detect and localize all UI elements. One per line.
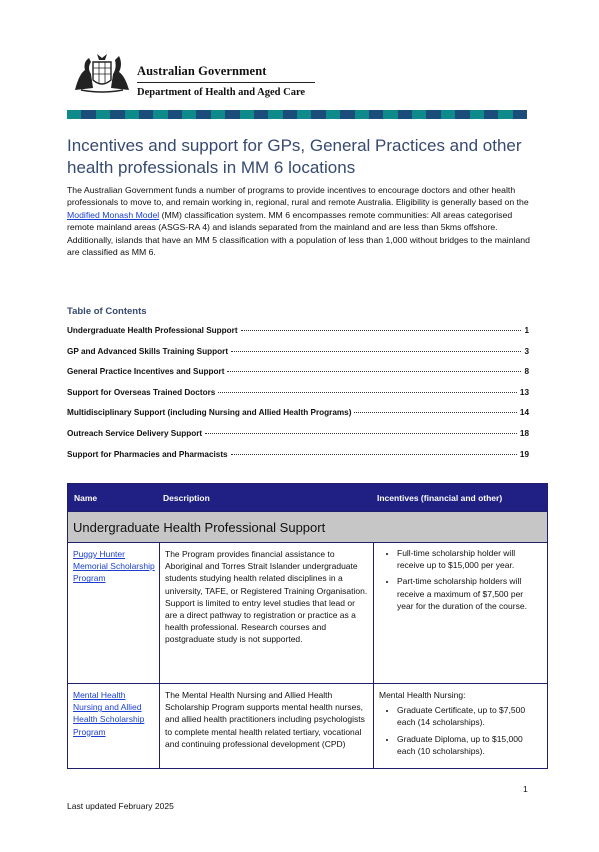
stripe-segment: [426, 110, 440, 119]
stripe-segment: [383, 110, 397, 119]
modified-monash-model-link[interactable]: Modified Monash Model: [67, 209, 160, 220]
toc-leader: [241, 330, 522, 331]
program-name-cell: [68, 543, 160, 683]
toc-leader: [354, 412, 516, 413]
intro-text-before: The Australian Government funds a number of programs to provide incentives to encourage doctors and other health professionals to move to, and remain working in, regional, rural and remote Australia. Eligibility is generally based on the: [67, 185, 529, 208]
table-row: [68, 543, 547, 684]
toc-leader: [227, 371, 521, 372]
stripe-segment: [498, 110, 512, 119]
stripe-segment: [182, 110, 196, 119]
toc-leader: [231, 454, 517, 455]
section-heading: Undergraduate Health Professional Support: [68, 511, 547, 543]
intro-text-after: (MM) classification system. MM 6 encompasses remote communities: All areas categorised remote mainland areas (ASGS-RA 4) and islands separated from the mainland and are less than 5kms offshore. Additionally, islands that have an MM 5 classification with a population of less than 1,000 without bridges to the mainland are classified as MM 6.: [67, 209, 530, 258]
stripe-segment: [283, 110, 297, 119]
stripe-segment: [513, 110, 527, 119]
stripe-segment: [340, 110, 354, 119]
coat-of-arms-icon: [71, 52, 133, 94]
toc-item-page: 3: [524, 346, 529, 356]
program-incentives: [374, 684, 547, 768]
stripe-segment: [67, 110, 81, 119]
stripe-segment: [311, 110, 325, 119]
incentive-item: • Graduate Diploma, up to $15,000 each (10 scholarships).: [397, 733, 542, 757]
toc-item-label: Support for Pharmacies and Pharmacists: [67, 449, 228, 459]
stripe-segment: [326, 110, 340, 119]
incentive-lead: Mental Health Nursing:: [379, 690, 466, 700]
table-row: [68, 684, 547, 768]
toc-item-page: 8: [524, 367, 529, 377]
stripe-segment: [254, 110, 268, 119]
program-link[interactable]: Mental Health Nursing and Allied Health Scholarship Program: [73, 690, 145, 737]
program-name-cell: [68, 684, 160, 768]
footer-updated: Last updated February 2025: [67, 801, 174, 811]
toc-title: Table of Contents: [67, 306, 147, 317]
table-of-contents: [67, 326, 529, 470]
toc-item-label: Outreach Service Delivery Support: [67, 428, 203, 438]
header: [71, 50, 531, 110]
toc-item[interactable]: [67, 367, 529, 388]
toc-item-page: 14: [519, 408, 529, 418]
page-number: 1: [523, 784, 528, 794]
toc-item-label: Support for Overseas Trained Doctors: [67, 387, 216, 397]
stripe-segment: [455, 110, 469, 119]
incentive-item: • Part-time scholarship holders will receive a maximum of $7,500 per year for the duration of the course.: [397, 575, 542, 612]
stripe-segment: [398, 110, 412, 119]
header-name: Name: [74, 492, 98, 503]
stripe-segment: [196, 110, 210, 119]
toc-item[interactable]: [67, 347, 529, 368]
stripe-segment: [369, 110, 383, 119]
toc-item[interactable]: [67, 408, 529, 429]
stripe-segment: [211, 110, 225, 119]
stripe-segment: [225, 110, 239, 119]
stripe-segment: [110, 110, 124, 119]
program-description: The Program provides financial assistance to Aboriginal and Torres Strait Islander undergraduate students studying health related disciplines in a university, TAFE, or Registered Training Organisation. Support is limited to entry level studies that lead or are a direct pathway to registration or practice as a health professional. Research courses and postgraduate study is not supported.: [160, 543, 374, 683]
program-link[interactable]: Puggy Hunter Memorial Scholarship Program: [73, 549, 155, 584]
intro-paragraph: [67, 184, 533, 258]
toc-item[interactable]: [67, 388, 529, 409]
programs-table: [67, 483, 548, 769]
toc-item-label: Undergraduate Health Professional Support: [67, 326, 238, 335]
stripe-segment: [297, 110, 311, 119]
toc-item[interactable]: [67, 450, 529, 471]
stripe-segment: [268, 110, 282, 119]
toc-item-label: GP and Advanced Skills Training Support: [67, 346, 229, 356]
toc-item-label: General Practice Incentives and Support: [67, 367, 225, 377]
government-name: Australian Government: [137, 64, 267, 78]
table-header: [68, 484, 547, 511]
toc-item-label: Multidisciplinary Support (including Nursing and Allied Health Programs): [67, 408, 352, 418]
stripe-segment: [96, 110, 110, 119]
program-incentives: [374, 543, 547, 683]
toc-item-page: 13: [519, 387, 529, 397]
stripe-segment: [412, 110, 426, 119]
stripe-segment: [240, 110, 254, 119]
government-wordmark: [137, 64, 315, 98]
header-description: Description: [163, 492, 210, 503]
department-name: Department of Health and Aged Care: [137, 87, 306, 98]
stripe-segment: [168, 110, 182, 119]
page-title: Incentives and support for GPs, General Practices and other health professionals in MM 6 locations: [67, 136, 522, 177]
stripe-segment: [470, 110, 484, 119]
stripe-segment: [125, 110, 139, 119]
stripe-segment: [441, 110, 455, 119]
toc-item-page: 19: [519, 449, 529, 459]
toc-item[interactable]: [67, 326, 529, 347]
toc-item-page: 18: [519, 428, 529, 438]
toc-item[interactable]: [67, 429, 529, 450]
stripe-segment: [484, 110, 498, 119]
stripe-segment: [81, 110, 95, 119]
incentive-item: • Full-time scholarship holder will receive up to $15,000 per year.: [397, 547, 542, 571]
program-description: The Mental Health Nursing and Allied Health Scholarship Program supports mental health nurses, and allied health practitioners including psychologists to complete mental health related tertiary, vocational and continuing professional development (CPD): [160, 684, 374, 768]
header-incentives: Incentives (financial and other): [377, 492, 503, 503]
stripe-segment: [355, 110, 369, 119]
stripe-segment: [139, 110, 153, 119]
toc-item-page: 1: [524, 326, 529, 335]
incentive-list: [379, 704, 542, 757]
incentive-item: • Graduate Certificate, up to $7,500 each (14 scholarships).: [397, 704, 542, 728]
toc-leader: [218, 392, 517, 393]
incentive-list: [379, 547, 542, 612]
wordmark-divider: [137, 82, 315, 83]
decorative-stripe: [67, 110, 527, 119]
toc-leader: [231, 351, 521, 352]
stripe-segment: [153, 110, 167, 119]
toc-leader: [205, 433, 517, 434]
